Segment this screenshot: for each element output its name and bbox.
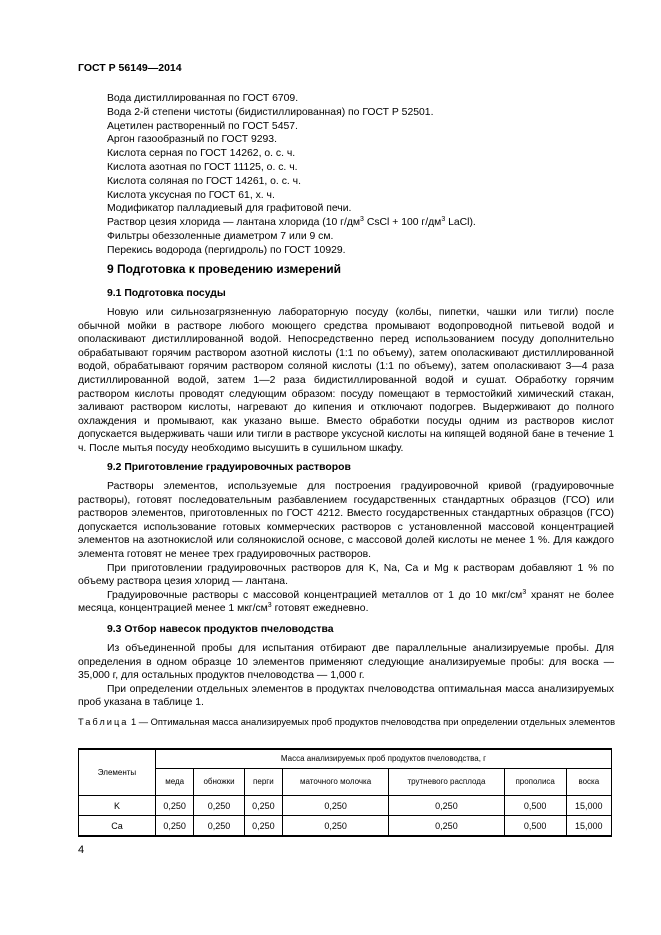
header-drone-brood: трутневого расплода xyxy=(389,769,505,796)
material-item: Вода дистиллированная по ГОСТ 6709. xyxy=(107,93,299,104)
paragraph: Из объединенной пробы для испытания отбирают две параллельные анализируемые пробы. Для определения в одном образце 10 элементов применяют следующие анализируемые пробы: для воска — 35,000 г, для остальных продуктов пчеловодства — 1,000 г. xyxy=(78,643,614,682)
paragraph: При приготовлении градуировочных растворов для K, Na, Ca и Mg к растворам добавляют 1 % по объему раствора цезия хлорид — лантана. xyxy=(78,562,614,588)
cell-value: 0,250 xyxy=(244,816,282,837)
text: LaCl). xyxy=(445,217,476,229)
header-royal-jelly: маточного молочка xyxy=(283,769,389,796)
section-9-1-heading: 9.1 Подготовка посуды xyxy=(107,288,226,299)
section-9-heading: 9 Подготовка к проведению измерений xyxy=(107,262,341,276)
material-item: Кислота азотная по ГОСТ 11125, о. с. ч. xyxy=(107,161,298,173)
paragraph xyxy=(78,589,614,616)
text: готовят ежедневно. xyxy=(271,603,369,615)
cell-value: 0,250 xyxy=(283,816,389,837)
material-item: Вода 2-й степени чистоты (бидистиллированная) по ГОСТ Р 52501. xyxy=(107,106,434,118)
paragraph: При определении отдельных элементов в продуктах пчеловодства оптимальная масса анализируемых проб указана в таблице 1. xyxy=(78,683,614,709)
header-mass-group: Масса анализируемых проб продуктов пчеловодства, г xyxy=(156,749,612,769)
section-9-3-heading: 9.3 Отбор навесок продуктов пчеловодства xyxy=(107,624,334,635)
cell-value: 0,250 xyxy=(156,816,194,837)
header-perga: перги xyxy=(244,769,282,796)
cell-value: 0,250 xyxy=(283,796,389,816)
cell-value: 0,250 xyxy=(389,816,505,837)
cell-value: 0,250 xyxy=(194,796,244,816)
section-9-2-heading: 9.2 Приготовление градуировочных растворов xyxy=(107,462,351,473)
header-elements: Элементы xyxy=(79,749,156,796)
header-pollen: обножки xyxy=(194,769,244,796)
cell-value: 15,000 xyxy=(566,816,611,837)
cell-value: 15,000 xyxy=(566,796,611,816)
table-row xyxy=(79,816,612,837)
superscript: 3 xyxy=(267,602,272,610)
material-item: Кислота уксусная по ГОСТ 61, х. ч. xyxy=(107,189,275,201)
caption-text: 1 — Оптимальная масса анализируемых проб продуктов пчеловодства при определении отдельных элементов xyxy=(128,717,616,727)
caption-label: Таблица xyxy=(78,717,129,727)
materials-list xyxy=(107,92,627,258)
section-9-1-paragraph xyxy=(78,306,614,456)
material-item: Кислота соляная по ГОСТ 14261, о. с. ч. xyxy=(107,175,301,187)
material-item: Аргон газообразный по ГОСТ 9293. xyxy=(107,134,277,146)
text: CsCl + 100 г/дм xyxy=(363,217,442,229)
cell-value: 0,250 xyxy=(194,816,244,837)
cell-value: 0,500 xyxy=(504,816,566,837)
paragraph: Растворы элементов, используемые для построения градуировочной кривой (градуировочные растворы), готовят последовательным разбавлением государственных стандартных образцов (ГСО) или растворов элементов, приготовленных по ГОСТ 4212. Вместо государственных стандартных образцов (ГСО) допускается использование готовых коммерческих растворов с установленной массовой концентрацией элементов на азотнокислой или солянокислой основе, с массовой долей кислоты не менее 1 %. Для каждого элемента готовят не менее трех градуировочных растворов. xyxy=(78,481,614,560)
cell-value: 0,250 xyxy=(156,796,194,816)
paragraph: Новую или сильнозагрязненную лабораторную посуду (колбы, пипетки, чашки или тигли) после обычной мойки в растворе любого моющего средства промывают водопроводной питьевой водой и ополаскивают дистиллированной водой. Непосредственно перед использованием посуду дополнительно обрабатывают горячим раствором азотной кислоты (1:1 по объему), затем ополаскивают дистиллированной водой, обрабатывают горячим раствором соляной кислоты (1:1 по объему), затем ополаскивают 3—4 раза дистиллированной водой, затем 1—2 раза бидистиллированной водой и сушат. Обработку горячим раствором кислоты проводят следующим образом: посуду помещают в термостойкий химический стакан, заливают раствором кислоты, нагревают до кипения и отключают подогрев. Выдерживают до полного охлаждения и промывают, как указано выше. Вместо обработки посуды одним из растворов кислот допускается выдерживать чаши или тигли в растворе уксусной кислоты на кипящей водяной бане в течение 1 ч. После мытья посуду необходимо высушить в сушильном шкафу. xyxy=(78,307,614,454)
header-honey: меда xyxy=(156,769,194,796)
header-propolis: прополиса xyxy=(504,769,566,796)
material-item: Перекись водорода (пергидроль) по ГОСТ 10929. xyxy=(107,244,346,256)
cell-value: 0,500 xyxy=(504,796,566,816)
cell-element: Ca xyxy=(79,816,156,837)
superscript: 3 xyxy=(360,216,364,224)
cell-element: K xyxy=(79,796,156,816)
document-header: ГОСТ Р 56149—2014 xyxy=(78,62,182,74)
header-wax: воска xyxy=(566,769,611,796)
cell-value: 0,250 xyxy=(389,796,505,816)
table-caption xyxy=(78,716,618,728)
text: Градуировочные растворы с массовой концентрацией металлов от 1 до 10 мкг/см xyxy=(107,589,523,601)
page-number: 4 xyxy=(78,844,85,856)
table-row xyxy=(79,796,612,816)
section-9-3-paragraphs xyxy=(78,642,614,710)
text: хранят не более месяца, концентрацией менее 1 мкг/см xyxy=(78,589,614,615)
material-item: Кислота серная по ГОСТ 14262, о. с. ч. xyxy=(107,148,296,160)
section-9-2-paragraphs xyxy=(78,480,614,616)
text: Раствор цезия хлорида — лантана хлорида (10 г/дм xyxy=(107,217,361,229)
material-item-cesium xyxy=(107,216,627,230)
superscript: 3 xyxy=(441,216,446,224)
superscript: 3 xyxy=(522,588,527,596)
material-item: Модификатор палладиевый для графитовой печи. xyxy=(107,203,352,215)
material-item: Ацетилен растворенный по ГОСТ 5457. xyxy=(107,120,298,132)
cell-value: 0,250 xyxy=(244,796,282,816)
table-1 xyxy=(78,748,612,837)
material-item: Фильтры обеззоленные диаметром 7 или 9 см. xyxy=(107,230,334,242)
